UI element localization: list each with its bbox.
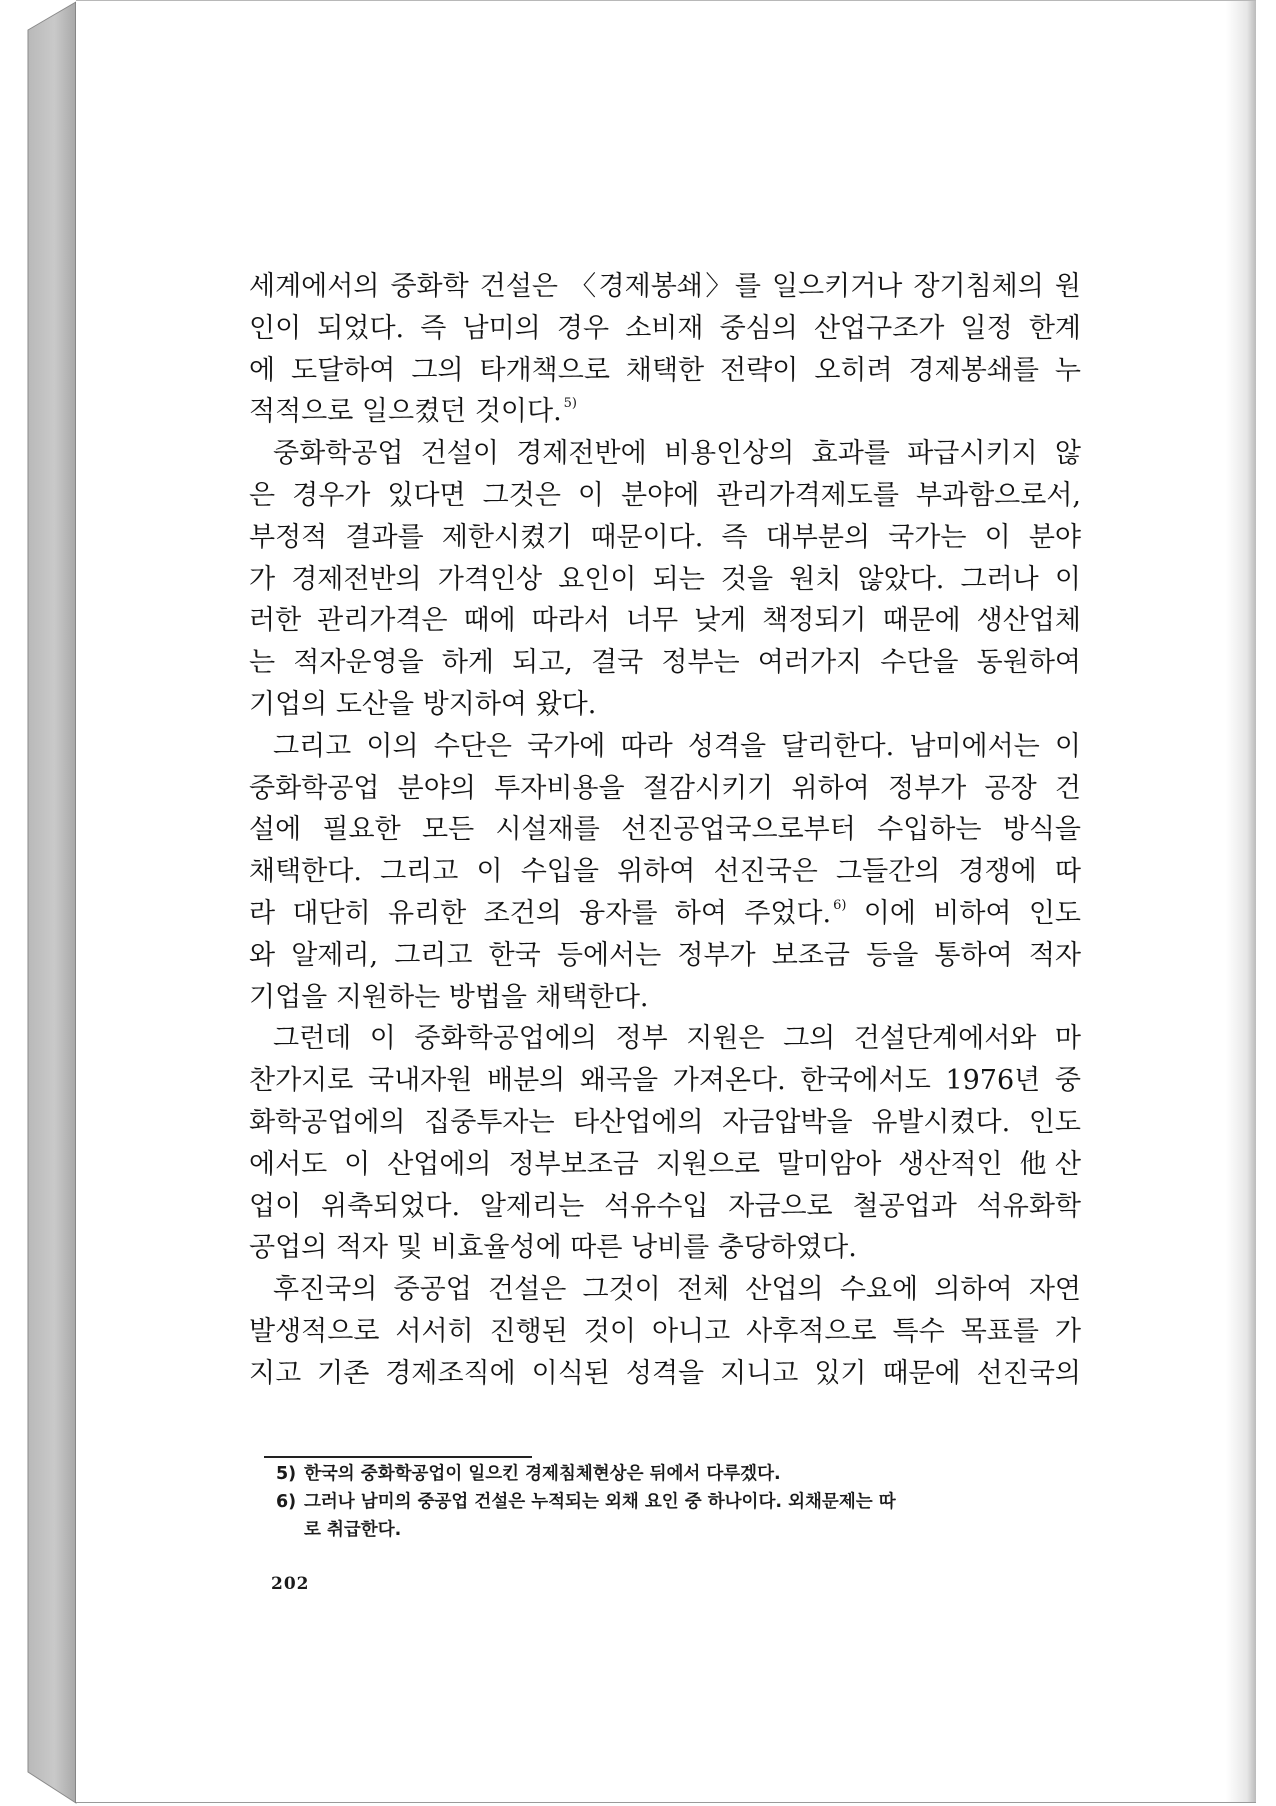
- text-line-content: 화학공업에의 집중투자는 타산업에의 자금압박을 유발시켰다. 인도: [249, 1106, 1081, 1138]
- footnote-5: [276, 1460, 1082, 1488]
- text-line-content: 중화학공업 건설이 경제전반에 비용인상의 효과를 파급시키지 않: [273, 438, 1081, 470]
- text-line-content: 세계에서의 중화학 건설은 〈경제봉쇄〉를 일으키거나 장기침체의 원: [249, 271, 1081, 302]
- footnotes: [276, 1460, 1082, 1544]
- text-line-content: 기업의 도산을 방지하여 왔다.: [249, 688, 597, 720]
- text-line: [249, 433, 1081, 475]
- text-line: [249, 768, 1081, 810]
- text-line: [249, 935, 1081, 977]
- text-line-content: 후진국의 중공업 건설은 그것이 전체 산업의 수요에 의하여 자연: [273, 1274, 1081, 1306]
- text-line-content: 은 경우가 있다면 그것은 이 분야에 관리가격제도를 부과함으로서,: [249, 479, 1081, 511]
- text-line-content: 이에 비하여 인도: [846, 897, 1081, 929]
- text-line-content: 는 적자운영을 하게 되고, 결국 정부는 여러가지 수단을 동원하여: [249, 647, 1081, 679]
- text-line-content: 가 경제전반의 가격인상 요인이 되는 것을 원치 않았다. 그러나 이: [249, 563, 1081, 595]
- text-line: [249, 1269, 1081, 1311]
- text-line: [249, 1227, 1081, 1269]
- text-line: [249, 475, 1081, 517]
- text-line: [249, 893, 1081, 935]
- text-line-content: 와 알제리, 그리고 한국 등에서는 정부가 보조금 등을 통하여 적자: [249, 939, 1081, 971]
- footnote-divider: [264, 1456, 532, 1458]
- text-line: [249, 1186, 1081, 1228]
- text-line-content: 에서도 이 산업에의 정부보조금 지원으로 말미암아 생산적인 他산: [249, 1148, 1081, 1180]
- page-edge-shadow: [1226, 1, 1256, 1802]
- text-line-content: 에 도달하여 그의 타개책으로 채택한 전략이 오히려 경제봉쇄를 누: [249, 354, 1081, 386]
- text-line-content: 지고 기존 경제조직에 이식된 성격을 지니고 있기 때문에 선진국의: [249, 1357, 1081, 1389]
- text-line-content: 기업을 지원하는 방법을 채택한다.: [249, 981, 649, 1013]
- text-line: [249, 600, 1081, 642]
- text-line: [249, 350, 1081, 392]
- footnote-reference: 6): [833, 897, 847, 913]
- text-line: [249, 1060, 1081, 1102]
- text-line: [249, 308, 1081, 350]
- text-line-content: 채택한다. 그리고 이 수입을 위하여 선진국은 그들간의 경쟁에 따: [249, 856, 1081, 888]
- text-line: [249, 517, 1081, 559]
- text-line: [249, 1353, 1081, 1395]
- text-line-content: 설에 필요한 모든 시설재를 선진공업국으로부터 수입하는 방식을: [249, 814, 1081, 846]
- text-line-content: 발생적으로 서서히 진행된 것이 아니고 사후적으로 특수 목표를 가: [249, 1315, 1081, 1347]
- text-line-content: 그리고 이의 수단은 국가에 따라 성격을 달리한다. 남미에서는 이: [273, 730, 1081, 762]
- text-line-content: 찬가지로 국내자원 배분의 왜곡을 가져온다. 한국에서도 1976년 중: [249, 1065, 1081, 1097]
- text-line: [249, 726, 1081, 768]
- text-line: [249, 977, 1081, 1019]
- page-number: 202: [271, 1574, 310, 1594]
- text-line: [249, 809, 1081, 851]
- text-line-content: 중화학공업 분야의 투자비용을 절감시키기 위하여 정부가 공장 건: [249, 772, 1081, 804]
- text-line-content: 인이 되었다. 즉 남미의 경우 소비재 중심의 산업구조가 일정 한계: [249, 312, 1081, 344]
- text-line: [249, 1102, 1081, 1144]
- footnote-text: 그러나 남미의 중공업 건설은 누적되는 외채 요인 중 하나이다. 외채문제는 따: [304, 1492, 896, 1512]
- text-line: [249, 684, 1081, 726]
- footnote-6: [276, 1488, 1082, 1516]
- footnote-reference: 5): [563, 396, 577, 412]
- footnote-number: 5): [276, 1464, 297, 1484]
- text-line: [249, 642, 1081, 684]
- text-line: [249, 266, 1081, 308]
- body-text: [249, 266, 1081, 1395]
- text-line: [249, 391, 1081, 433]
- text-line-content: 업이 위축되었다. 알제리는 석유수입 자금으로 철공업과 석유화학: [249, 1190, 1081, 1222]
- text-line: [249, 1018, 1081, 1060]
- text-line: [249, 1144, 1081, 1186]
- text-line-content: 공업의 적자 및 비효율성에 따른 낭비를 충당하였다.: [249, 1232, 857, 1264]
- text-line-content: 라 대단히 유리한 조건의 융자를 하여 주었다.: [249, 897, 832, 929]
- footnote-text: 한국의 중화학공업이 일으킨 경제침체현상은 뒤에서 다루겠다.: [304, 1464, 781, 1484]
- text-line: [249, 559, 1081, 601]
- text-line: [249, 851, 1081, 893]
- text-line-content: 적적으로 일으켰던 것이다.: [249, 396, 562, 428]
- footnote-6-continuation: 로 취급한다.: [304, 1520, 402, 1540]
- text-line: [249, 1311, 1081, 1353]
- text-line-content: 부정적 결과를 제한시켰기 때문이다. 즉 대부분의 국가는 이 분야: [249, 521, 1081, 553]
- text-line-content: 러한 관리가격은 때에 따라서 너무 낮게 책정되기 때문에 생산업체: [249, 605, 1081, 637]
- text-line-content: 그런데 이 중화학공업에의 정부 지원은 그의 건설단계에서와 마: [273, 1023, 1081, 1055]
- footnote-number: 6): [276, 1492, 297, 1512]
